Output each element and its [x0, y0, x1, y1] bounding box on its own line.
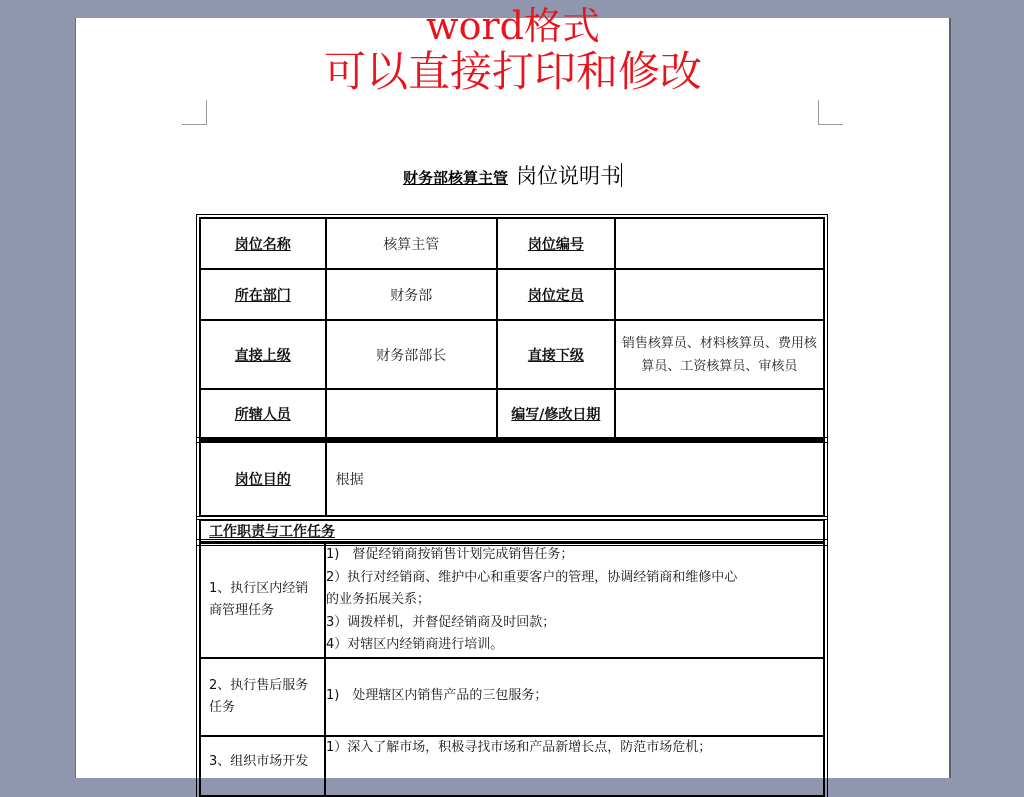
position-name-value[interactable]: 核算主管: [326, 218, 497, 269]
position-name-label: 岗位名称: [200, 218, 326, 269]
staff-label: 所辖人员: [200, 389, 326, 439]
task-item: 3）调拨样机，并督促经销商及时回款；: [326, 614, 556, 630]
margin-corner-mark-right: [818, 100, 843, 125]
main-title: 岗位说明书: [516, 164, 621, 188]
task-items[interactable]: [325, 543, 824, 658]
task-title[interactable]: 2、执行售后服务任务: [200, 658, 325, 736]
banner-line-1: word格式: [426, 4, 600, 48]
text-cursor: [621, 163, 622, 187]
purpose-table: [199, 440, 825, 517]
task-items[interactable]: [325, 736, 824, 796]
task-items[interactable]: [325, 658, 824, 736]
edit-date-value[interactable]: [615, 389, 824, 439]
headcount-value[interactable]: [615, 269, 824, 320]
subordinate-label: 直接下级: [497, 320, 615, 389]
headcount-label: 岗位定员: [497, 269, 615, 320]
duties-header: 工作职责与工作任务: [200, 520, 824, 542]
department-value[interactable]: 财务部: [326, 269, 497, 320]
task-row: [200, 658, 824, 736]
task-title[interactable]: 3、组织市场开发: [200, 736, 325, 796]
task-item: 1）深入了解市场，积极寻找市场和产品新增长点，防范市场危机；: [326, 739, 712, 755]
task-title[interactable]: 1、执行区内经销商管理任务: [200, 543, 325, 658]
duties-table: [199, 542, 825, 797]
document-title[interactable]: [76, 160, 949, 190]
department-label: 所在部门: [200, 269, 326, 320]
banner-line-2: 可以直接打印和修改: [323, 47, 702, 96]
task-item: 的业务拓展关系；: [326, 592, 431, 607]
task-row: [200, 543, 824, 658]
task-item: 2）执行对经销商、维护中心和重要客户的管理，协调经销商和维修中心: [326, 569, 738, 585]
document-page: [76, 4, 949, 778]
purpose-value[interactable]: 根据: [326, 441, 824, 516]
superior-label: 直接上级: [200, 320, 326, 389]
position-code-value[interactable]: [615, 218, 824, 269]
duties-header-table: [199, 519, 825, 543]
task-item: 1) 处理辖区内销售产品的三包服务；: [326, 688, 548, 704]
task-row: [200, 736, 824, 796]
purpose-label: 岗位目的: [200, 441, 326, 516]
margin-corner-mark-left: [182, 100, 207, 125]
position-info-table: [199, 217, 825, 440]
task-item: 1) 督促经销商按销售计划完成销售任务；: [326, 547, 574, 562]
dept-title: 财务部核算主管: [402, 169, 508, 187]
superior-value[interactable]: 财务部部长: [326, 320, 497, 389]
position-code-label: 岗位编号: [497, 218, 615, 269]
staff-value[interactable]: [326, 389, 497, 439]
task-item: 4）对辖区内经销商进行培训。: [326, 637, 504, 652]
subordinate-value[interactable]: 销售核算员、材料核算员、费用核算员、工资核算员、审核员: [615, 320, 824, 389]
watermark-banner: [266, 4, 760, 96]
edit-date-label: 编写/修改日期: [497, 389, 615, 439]
